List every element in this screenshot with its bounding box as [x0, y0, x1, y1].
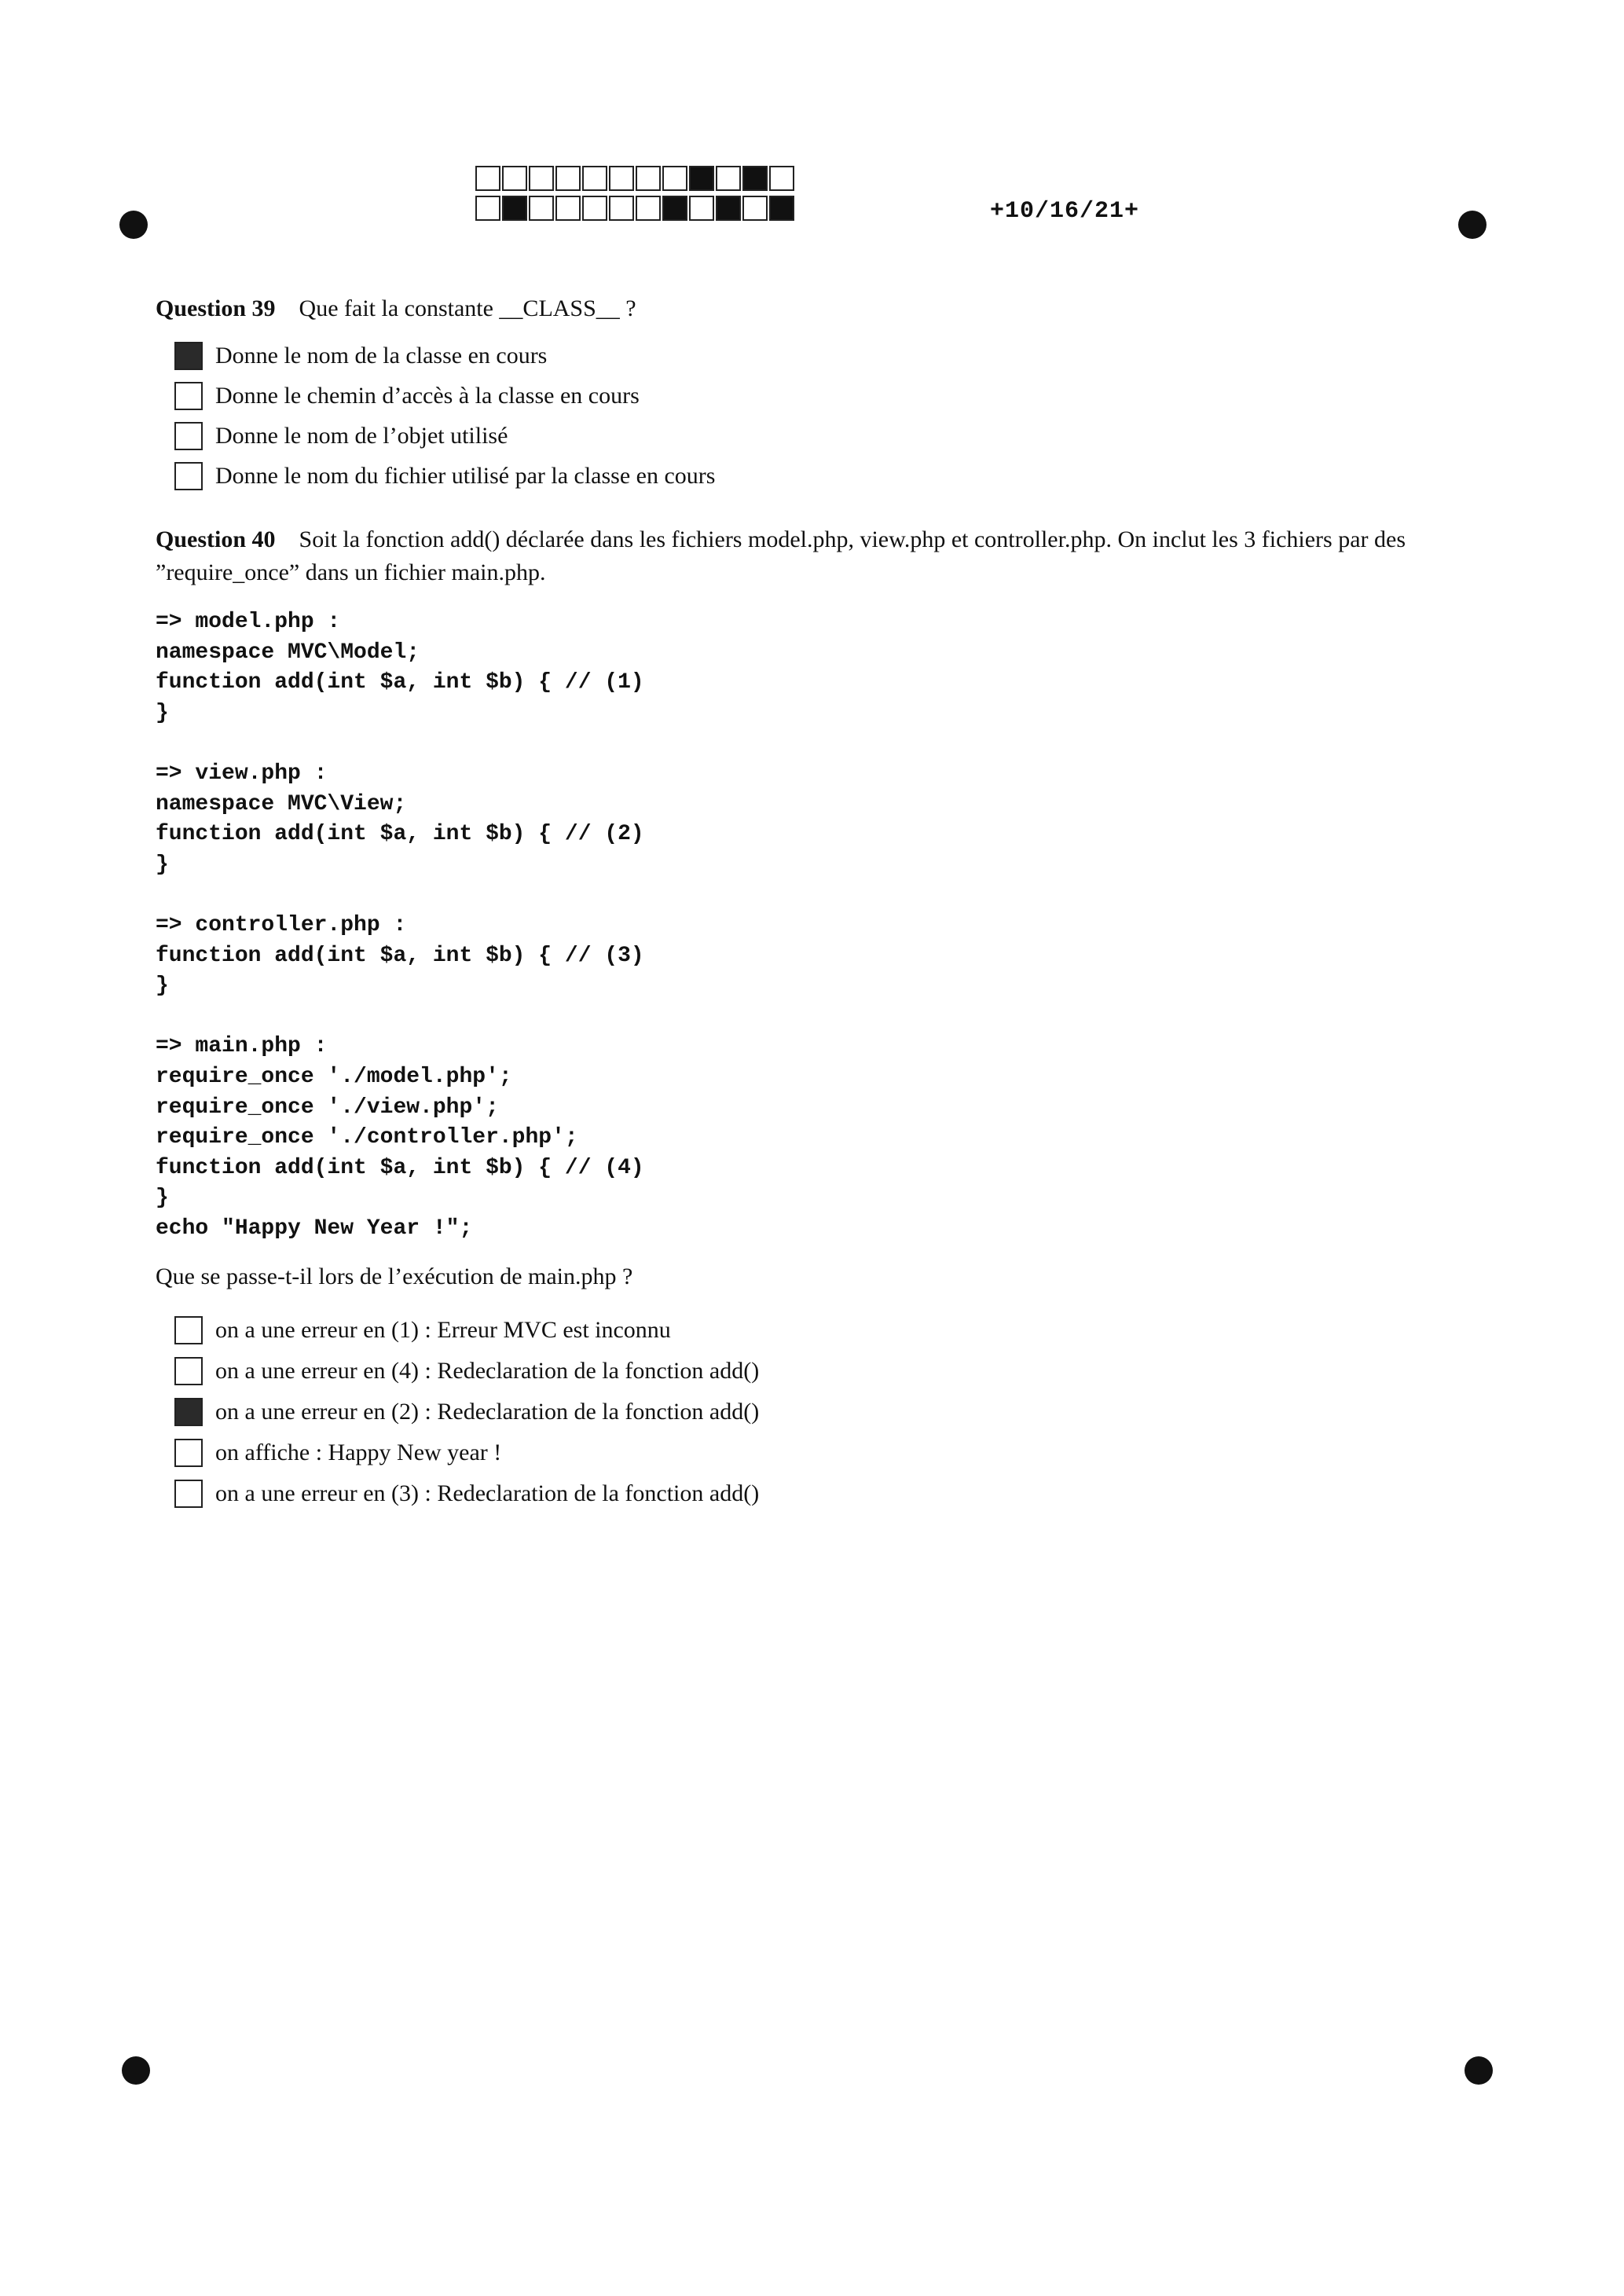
code-bar-cell — [716, 166, 741, 191]
code-bar-cell — [716, 196, 741, 221]
code-bar-cell — [502, 196, 527, 221]
answer-checkbox[interactable] — [174, 1439, 203, 1467]
answer-checkbox[interactable] — [174, 422, 203, 450]
code-bar-cell — [582, 166, 607, 191]
option-text: Donne le nom de l’objet utilisé — [215, 423, 508, 449]
code-bar-cell — [769, 196, 794, 221]
code-bar-cell — [502, 166, 527, 191]
answer-checkbox[interactable] — [174, 1480, 203, 1508]
option-text: on a une erreur en (1) : Erreur MVC est inconnu — [215, 1317, 671, 1343]
option-text: Donne le chemin d’accès à la classe en cours — [215, 383, 640, 409]
code-block: => model.php : namespace MVC\Model; function add(int $a, int $b) { // (1) } => view.php : namespace MVC\View; function add(int $a, int $b) { // (2) } => controller.php : function add(int $a, int $b) { // (3) } => main.php : require_once './model.php'; require_once './view.php'; require_once './controller.php'; function add(int $a, int $b) { // (4) } echo "Happy New Year !"; — [156, 610, 644, 1241]
code-bar-cell — [662, 166, 687, 191]
registration-mark — [122, 2056, 150, 2085]
answer-checkbox[interactable] — [174, 1398, 203, 1426]
answer-checkbox[interactable] — [174, 1316, 203, 1344]
code-bar-cell — [636, 196, 661, 221]
code-bar-row — [475, 196, 796, 221]
option-text: Donne le nom du fichier utilisé par la classe en cours — [215, 463, 716, 489]
answer-checkbox[interactable] — [174, 462, 203, 490]
code-bar-cell — [742, 196, 768, 221]
question-39-title — [156, 295, 636, 322]
code-bar-cell — [609, 166, 634, 191]
question-prompt: Que se passe-t-il lors de l’exécution de main.php ? — [156, 1264, 633, 1289]
registration-mark — [1465, 2056, 1493, 2085]
code-bar-cell — [475, 166, 500, 191]
option-text: on a une erreur en (2) : Redeclaration de la fonction add() — [215, 1399, 760, 1425]
q40-option[interactable] — [174, 1439, 501, 1467]
question-text: Soit la fonction add() déclarée dans les fichiers model.php, view.php et controller.php. On inclut les 3 fichiers par des ”require_once” dans un fichier main.php. — [156, 526, 1406, 585]
code-bar-row — [475, 166, 796, 191]
code-bar-cell — [742, 166, 768, 191]
q40-option[interactable] — [174, 1398, 759, 1426]
q39-option[interactable] — [174, 342, 547, 370]
option-text: Donne le nom de la classe en cours — [215, 343, 548, 369]
question-text: Que fait la constante __CLASS__ ? — [299, 295, 636, 321]
q39-option[interactable] — [174, 462, 715, 490]
option-text: on a une erreur en (3) : Redeclaration de la fonction add() — [215, 1480, 760, 1506]
answer-checkbox[interactable] — [174, 342, 203, 370]
code-bar-cell — [529, 196, 554, 221]
q39-option[interactable] — [174, 382, 640, 410]
code-bar-cell — [555, 166, 581, 191]
question-label: Question 39 — [156, 295, 276, 321]
code-bar-cell — [769, 166, 794, 191]
q40-option[interactable] — [174, 1357, 759, 1385]
answer-checkbox[interactable] — [174, 382, 203, 410]
q40-option[interactable] — [174, 1480, 759, 1508]
question-label: Question 40 — [156, 526, 276, 552]
code-bar-cell — [662, 196, 687, 221]
code-bar-cell — [689, 196, 714, 221]
registration-mark — [1458, 211, 1487, 239]
option-text: on a une erreur en (4) : Redeclaration de la fonction add() — [215, 1358, 760, 1384]
code-bar-cell — [636, 166, 661, 191]
page-code: +10/16/21+ — [990, 198, 1140, 225]
page-id-code-bars — [475, 166, 796, 226]
q39-option[interactable] — [174, 422, 508, 450]
answer-checkbox[interactable] — [174, 1357, 203, 1385]
code-bar-cell — [475, 196, 500, 221]
code-bar-cell — [609, 196, 634, 221]
code-bar-cell — [555, 196, 581, 221]
registration-mark — [119, 211, 148, 239]
q40-option[interactable] — [174, 1316, 671, 1344]
code-bar-cell — [582, 196, 607, 221]
code-bar-cell — [529, 166, 554, 191]
option-text: on affiche : Happy New year ! — [215, 1440, 502, 1465]
question-40-title — [156, 523, 1460, 589]
code-bar-cell — [689, 166, 714, 191]
